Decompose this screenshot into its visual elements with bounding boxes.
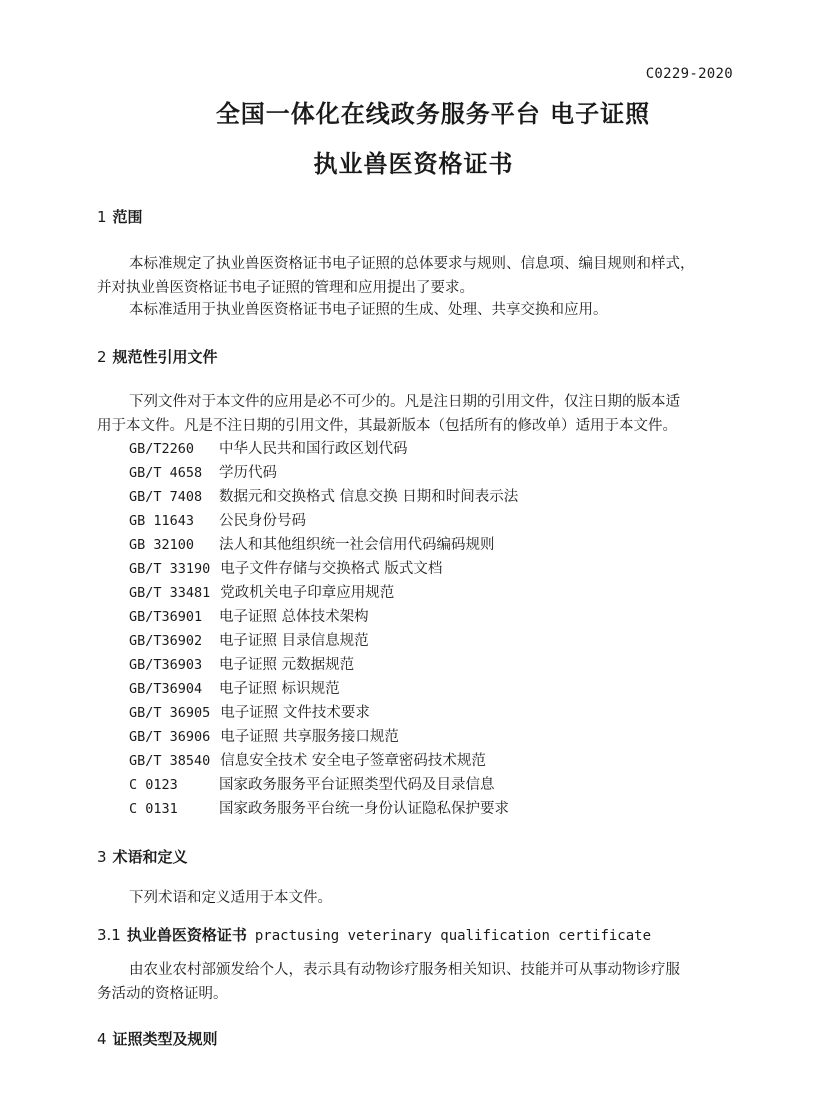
document-title: 全国一体化在线政务服务平台 电子证照 (215, 100, 651, 128)
reference-item: GB/T 33190 电子文件存储与交换格式 版式文档 (129, 561, 443, 577)
reference-item: GB/T36902 电子证照 目录信息规范 (129, 633, 369, 649)
document-subtitle: 执业兽医资格证书 (313, 150, 514, 178)
term-3-1: 3.1 执业兽医资格证书 practusing veterinary qualification certificate (97, 926, 652, 944)
reference-item: C 0123 国家政务服务平台证照类型代码及目录信息 (129, 777, 495, 793)
reference-list (129, 437, 518, 821)
reference-item: GB/T36903 电子证照 元数据规范 (129, 657, 355, 673)
section-3-heading: 3 术语和定义 (97, 848, 188, 866)
document-code: C0229-2020 (645, 66, 733, 82)
section-2-intro: 下列文件对于本文件的应用是必不可少的。凡是注日期的引用文件，仅注日期的版本适 用于本文件。凡是不注日期的引用文件，其最新版本（包括所有的修改单）适用于本文件。 (97, 394, 680, 434)
section-1-para-1: 本标准规定了执业兽医资格证书电子证照的总体要求与规则、信息项、编目规则和样式， 并对执业兽医资格证书电子证照的管理和应用提出了要求。 (97, 256, 695, 296)
reference-item: GB/T 36906 电子证照 共享服务接口规范 (129, 729, 399, 745)
reference-item: GB/T 4658 学历代码 (129, 465, 277, 481)
reference-item: GB 32100 法人和其他组织统一社会信用代码编码规则 (129, 537, 495, 553)
reference-item: GB/T 7408 数据元和交换格式 信息交换 日期和时间表示法 (129, 489, 519, 505)
reference-item: GB/T36904 电子证照 标识规范 (129, 681, 340, 697)
reference-item: GB/T2260 中华人民共和国行政区划代码 (129, 441, 408, 457)
section-3-intro: 下列术语和定义适用于本文件。 (129, 890, 332, 906)
reference-item: GB 11643 公民身份号码 (129, 513, 306, 529)
section-2-heading: 2 规范性引用文件 (97, 348, 218, 366)
reference-item: GB/T36901 电子证照 总体技术架构 (129, 609, 369, 625)
reference-item: GB/T 33481 党政机关电子印章应用规范 (129, 585, 395, 601)
section-1-heading: 1 范围 (97, 208, 143, 226)
term-3-1-definition: 由农业农村部颁发给个人，表示具有动物诊疗服务相关知识、技能并可从事动物诊疗服 务活动的资格证明。 (97, 962, 680, 1002)
reference-item: GB/T 38540 信息安全技术 安全电子签章密码技术规范 (129, 753, 486, 769)
section-1-para-2: 本标准适用于执业兽医资格证书电子证照的生成、处理、共享交换和应用。 (129, 302, 608, 318)
reference-item: C 0131 国家政务服务平台统一身份认证隐私保护要求 (129, 801, 509, 817)
section-4-heading: 4 证照类型及规则 (97, 1030, 218, 1048)
reference-item: GB/T 36905 电子证照 文件技术要求 (129, 705, 370, 721)
